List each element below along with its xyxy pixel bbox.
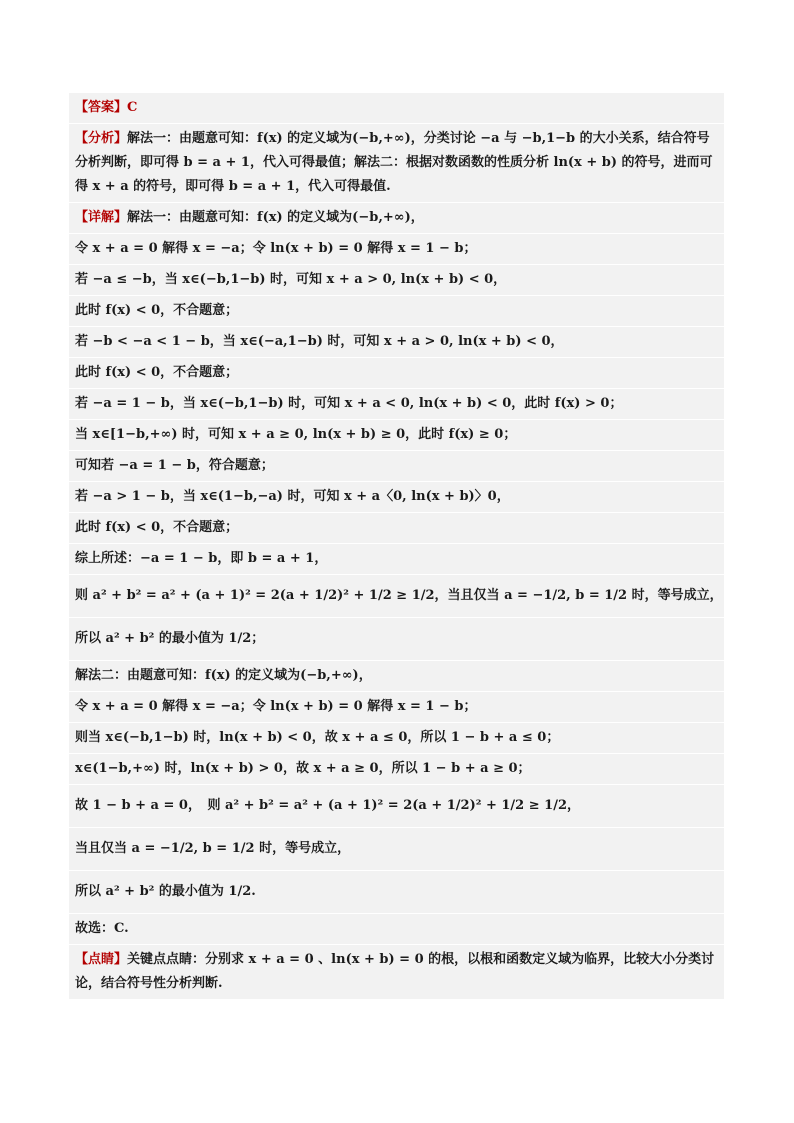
analysis-text: 解法一：由题意可知：f(x) 的定义域为(−b,+∞)，分类讨论 −a 与 −b,1−b 的大小关系，结合符号分析判断，即可得 b = a + 1，代入可得最值；解法二：根据对数函数的性质分析 ln(x + b) 的符号，进而可得 x + a 的符号，即可得 b = a + 1，代入可得最值. [75, 131, 713, 194]
detail-line: 当且仅当 a = −1/2, b = 1/2 时，等号成立， [69, 828, 724, 871]
key-point-paragraph [69, 945, 724, 1000]
detail-line: 此时 f(x) < 0，不合题意； [69, 296, 724, 327]
detail-line: 当 x∈[1−b,+∞) 时，可知 x + a ≥ 0, ln(x + b) ≥ 0，此时 f(x) ≥ 0； [69, 420, 724, 451]
detail-line: 令 x + a = 0 解得 x = −a；令 ln(x + b) = 0 解得 x = 1 − b； [69, 234, 724, 265]
detail-line [69, 203, 724, 234]
detail-line: 故 1 − b + a = 0， 则 a² + b² = a² + (a + 1)² = 2(a + 1/2)² + 1/2 ≥ 1/2， [69, 785, 724, 828]
detail-line: 综上所述：−a = 1 − b，即 b = a + 1， [69, 544, 724, 575]
detail-line: 故选：C. [69, 914, 724, 945]
detail-text: 解法一：由题意可知：f(x) 的定义域为(−b,+∞)， [127, 210, 424, 225]
detail-line: 此时 f(x) < 0，不合题意； [69, 513, 724, 544]
detail-line: 若 −b < −a < 1 − b，当 x∈(−a,1−b) 时，可知 x + a > 0, ln(x + b) < 0， [69, 327, 724, 358]
answer-value: C [127, 100, 138, 115]
detail-line: 若 −a = 1 − b，当 x∈(−b,1−b) 时，可知 x + a < 0, ln(x + b) < 0，此时 f(x) > 0； [69, 389, 724, 420]
detail-line: 可知若 −a = 1 − b，符合题意； [69, 451, 724, 482]
detail-line: 解法二：由题意可知：f(x) 的定义域为(−b,+∞)， [69, 661, 724, 692]
solution-block [69, 93, 724, 1000]
key-point-text: 关键点点睛：分别求 x + a = 0 、ln(x + b) = 0 的根，以根和函数定义域为临界，比较大小分类讨论，结合符号性分析判断. [75, 952, 715, 991]
detail-line: 则当 x∈(−b,1−b) 时，ln(x + b) < 0，故 x + a ≤ 0，所以 1 − b + a ≤ 0； [69, 723, 724, 754]
detail-line: 令 x + a = 0 解得 x = −a；令 ln(x + b) = 0 解得 x = 1 − b； [69, 692, 724, 723]
key-point-tag: 【点睛】 [75, 952, 128, 967]
detail-line: 若 −a > 1 − b，当 x∈(1−b,−a) 时，可知 x + a〈0, ln(x + b)〉0， [69, 482, 724, 513]
analysis-tag: 【分析】 [75, 131, 128, 146]
analysis-paragraph [69, 124, 724, 203]
answer-tag: 【答案】 [75, 100, 128, 115]
answer-line [69, 93, 724, 124]
detail-line: x∈(1−b,+∞) 时，ln(x + b) > 0，故 x + a ≥ 0，所以 1 − b + a ≥ 0； [69, 754, 724, 785]
detail-line: 所以 a² + b² 的最小值为 1/2； [69, 618, 724, 661]
detail-line: 则 a² + b² = a² + (a + 1)² = 2(a + 1/2)² + 1/2 ≥ 1/2，当且仅当 a = −1/2, b = 1/2 时，等号成立， [69, 575, 724, 618]
detail-line: 所以 a² + b² 的最小值为 1/2. [69, 871, 724, 914]
detail-line: 此时 f(x) < 0，不合题意； [69, 358, 724, 389]
detail-tag: 【详解】 [75, 210, 128, 225]
detail-line: 若 −a ≤ −b，当 x∈(−b,1−b) 时，可知 x + a > 0, ln(x + b) < 0， [69, 265, 724, 296]
